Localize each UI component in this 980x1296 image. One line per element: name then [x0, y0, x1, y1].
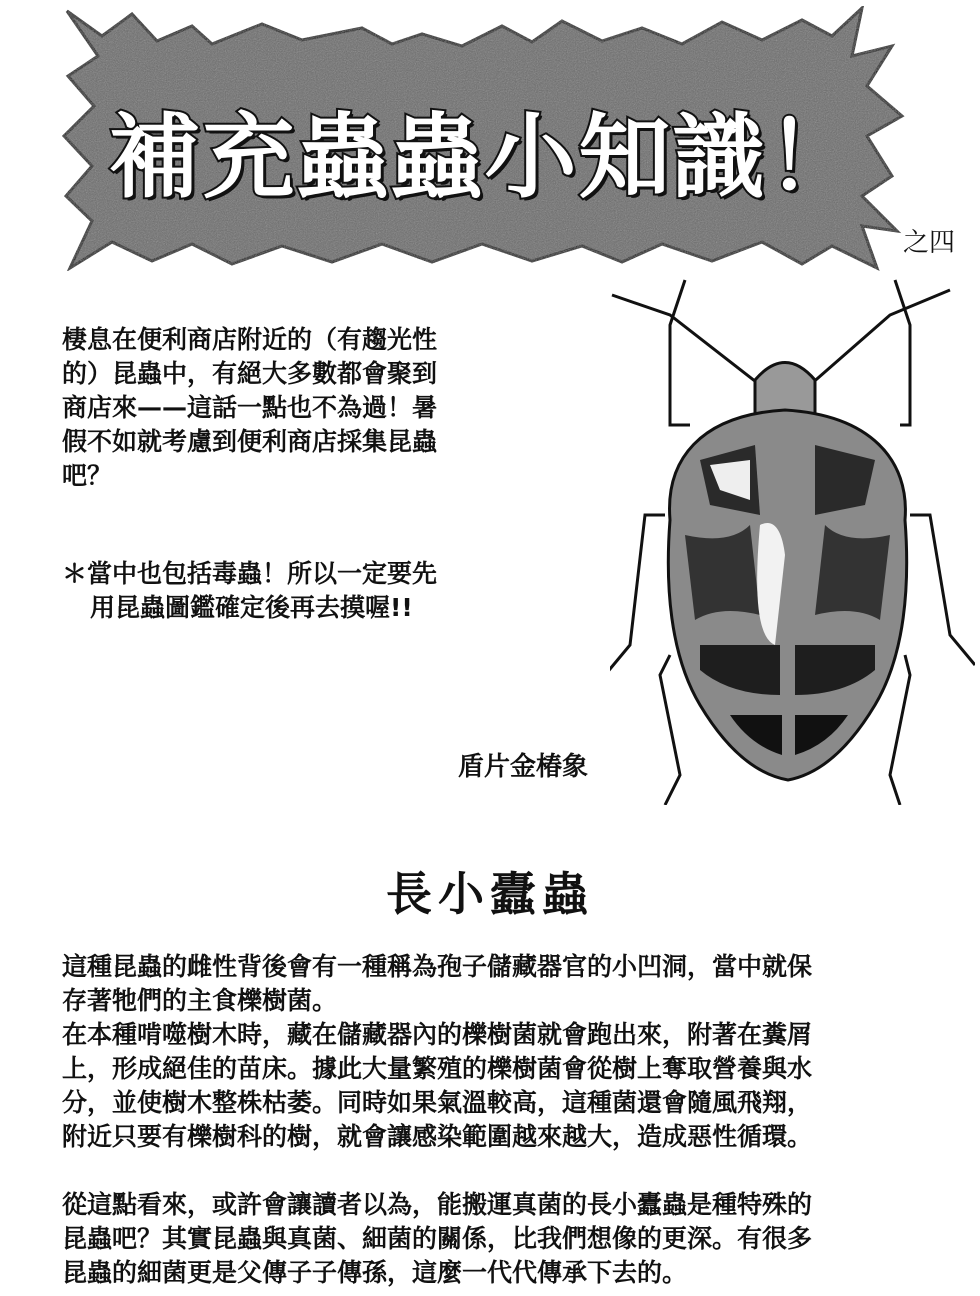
- intro-line: 棲息在便利商店附近的（有趨光性: [62, 325, 438, 354]
- body-line: 分，並使樹木整株枯萎。同時如果氣溫較高，這種菌還會隨風飛翔，: [62, 1088, 813, 1117]
- body-line: 附近只要有櫟樹科的樹，就會讓感染範圍越來越大，造成惡性循環。: [62, 1122, 813, 1151]
- shield-bug-illustration: [610, 275, 975, 805]
- body-line: 在本種啃噬樹木時，藏在儲藏器內的櫟樹菌就會跑出來，附著在糞屑: [62, 1020, 813, 1049]
- body-line: 存著牠們的主食櫟樹菌。: [62, 986, 338, 1015]
- intro-line: 的）昆蟲中，有絕大多數都會聚到: [62, 359, 438, 388]
- body-line: 昆蟲的細菌更是父傳子子傳孫，這麼一代代傳承下去的。: [62, 1258, 688, 1287]
- intro-line: 吧？: [62, 461, 113, 490]
- section-body: [62, 950, 892, 1290]
- body-line: 這種昆蟲的雌性背後會有一種稱為孢子儲藏器官的小凹洞，當中就保: [62, 952, 813, 981]
- warning-note: [62, 557, 482, 625]
- note-line: 用昆蟲圖鑑確定後再去摸喔!!: [90, 593, 413, 622]
- note-line: ＊當中也包括毒蟲！所以一定要先: [62, 559, 438, 588]
- paragraph-gap: [62, 1154, 892, 1188]
- part-label: 之四: [903, 228, 956, 258]
- body-line: 上，形成絕佳的苗床。據此大量繁殖的櫟樹菌會從樹上奪取營養與水: [62, 1054, 813, 1083]
- section-title: 長小蠹蟲: [386, 867, 594, 921]
- banner-title: 補充蟲蟲小知識！: [108, 104, 861, 211]
- intro-paragraph: [62, 323, 482, 493]
- intro-line: 商店來——這話一點也不為過！暑: [62, 393, 438, 422]
- illustration-caption: 盾片金椿象: [458, 752, 589, 782]
- body-line: 昆蟲吧？其實昆蟲與真菌、細菌的關係，比我們想像的更深。有很多: [62, 1224, 813, 1253]
- title-banner: [62, 6, 907, 271]
- body-line: 從這點看來，或許會讓讀者以為，能搬運真菌的長小蠹蟲是種特殊的: [62, 1190, 813, 1219]
- intro-line: 假不如就考慮到便利商店採集昆蟲: [62, 427, 438, 456]
